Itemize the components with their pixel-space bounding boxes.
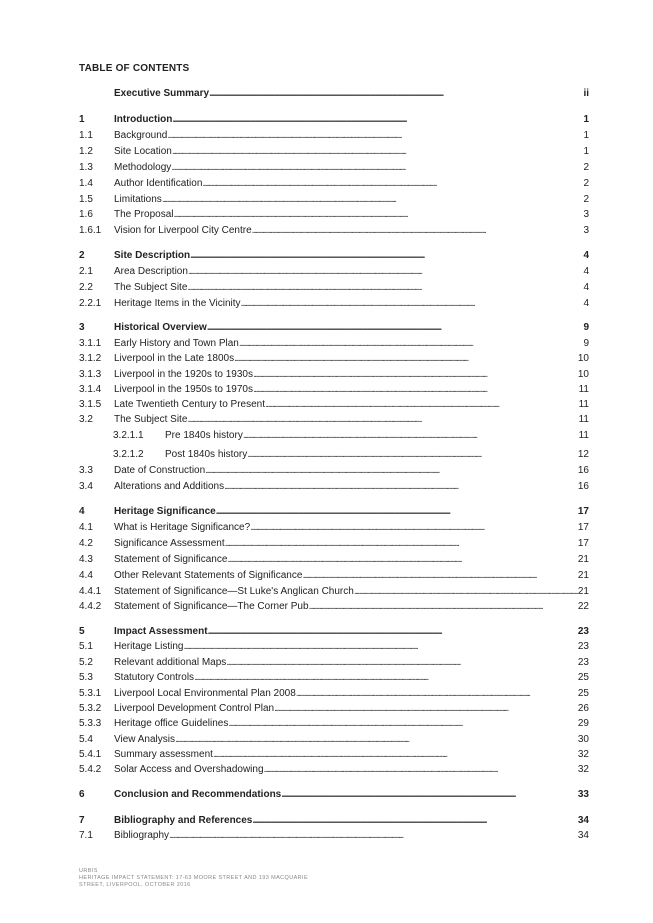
toc-entry-page: 3 (583, 209, 589, 220)
toc-leader-dots (253, 368, 578, 382)
toc-entry-title: Alterations and Additions (114, 481, 225, 492)
toc-leader-dots (187, 413, 578, 427)
toc-heading: TABLE OF CONTENTS (79, 63, 190, 74)
toc-leader-dots (190, 249, 583, 263)
toc-entry[interactable] (79, 656, 589, 670)
toc-leader-dots (227, 553, 577, 567)
toc-entry[interactable] (79, 161, 589, 175)
toc-entry[interactable] (79, 464, 589, 478)
toc-leader-dots (183, 640, 577, 654)
toc-entry-page: 11 (578, 384, 589, 395)
toc-entry[interactable] (79, 352, 589, 366)
toc-entry[interactable] (79, 413, 589, 427)
toc-entry-number: 5.3 (79, 672, 93, 683)
toc-entry-title: Statutory Controls (114, 672, 195, 683)
toc-entry-number: 3.3 (79, 465, 93, 476)
toc-entry-title: Bibliography (114, 830, 170, 841)
toc-entry-title: Statement of Significance—St Luke's Anglican Church (114, 586, 354, 597)
toc-entry-page: 32 (577, 764, 589, 775)
toc-entry-title: Pre 1840s history (165, 430, 243, 441)
toc-entry-title: Relevant additional Maps (114, 657, 227, 668)
toc-leader-dots (171, 161, 583, 175)
toc-entry-page: 25 (577, 688, 589, 699)
toc-entry-page: 16 (577, 465, 589, 476)
toc-leader-dots (213, 748, 578, 762)
toc-leader-dots (202, 177, 583, 191)
toc-entry-title: Other Relevant Statements of Significance (114, 570, 303, 581)
toc-entry[interactable] (79, 208, 589, 222)
toc-entry[interactable] (79, 733, 589, 747)
toc-entry[interactable] (79, 177, 589, 191)
toc-entry-number: 4.3 (79, 554, 93, 565)
toc-leader-dots (228, 717, 578, 731)
toc-entry-page: 9 (583, 322, 589, 333)
toc-entry-number: 4.4.1 (79, 586, 102, 597)
toc-entry-page: 4 (583, 250, 589, 261)
toc-entry-page: 32 (577, 749, 589, 760)
toc-entry-title: Heritage Listing (114, 641, 184, 652)
toc-entry-title: The Subject Site (114, 414, 188, 425)
toc-entry-title: Early History and Town Plan (114, 338, 239, 349)
toc-entry-title: Executive Summary (114, 88, 210, 99)
toc-entry-page: 21 (577, 570, 589, 581)
toc-leader-dots (162, 193, 584, 207)
toc-entry-page: 34 (577, 815, 589, 826)
toc-entry-title: The Subject Site (114, 282, 188, 293)
toc-entry[interactable] (79, 553, 589, 567)
toc-entry-number: 3.2.1.1 (113, 430, 144, 441)
toc-leader-dots (252, 814, 578, 828)
toc-entry-title: Vision for Liverpool City Centre (114, 225, 252, 236)
toc-entry[interactable] (79, 383, 589, 397)
toc-entry[interactable] (79, 600, 589, 614)
toc-entry[interactable] (79, 129, 589, 143)
toc-entry-number: 1.1 (79, 130, 93, 141)
toc-entry-title: Bibliography and References (114, 815, 253, 826)
toc-entry-page: 4 (583, 282, 589, 293)
toc-entry-number: 3.4 (79, 481, 93, 492)
toc-entry-title: Liverpool in the Late 1800s (114, 353, 235, 364)
toc-entry-number: 5.3.3 (79, 718, 102, 729)
toc-entry[interactable] (79, 625, 589, 639)
toc-entry-page: 33 (577, 789, 589, 800)
toc-entry[interactable] (79, 87, 589, 101)
toc-entry-number: 3.1.4 (79, 384, 102, 395)
footer-company: URBIS (79, 868, 98, 874)
toc-entry[interactable] (79, 521, 589, 535)
toc-entry-title: Methodology (114, 162, 172, 173)
toc-entry-page: 4 (583, 266, 589, 277)
toc-entry-title: Impact Assessment (114, 626, 208, 637)
toc-entry[interactable] (79, 297, 589, 311)
toc-leader-dots (250, 521, 578, 535)
toc-entry-page: 16 (577, 481, 589, 492)
toc-entry[interactable] (79, 145, 589, 159)
toc-entry-number: 6 (79, 789, 85, 800)
toc-entry-page: 11 (578, 430, 589, 441)
toc-entry[interactable] (79, 640, 589, 654)
toc-entry-title: Significance Assessment (114, 538, 225, 549)
toc-entry[interactable] (79, 193, 589, 207)
toc-leader-dots (224, 480, 578, 494)
toc-entry-number: 4 (79, 506, 85, 517)
toc-entry-title: View Analysis (114, 734, 175, 745)
toc-leader-dots (194, 671, 578, 685)
toc-entry-number: 2.2.1 (79, 298, 102, 309)
toc-entry-number: 3.1.2 (79, 353, 102, 364)
toc-leader-dots (247, 448, 578, 462)
toc-entry-number: 5 (79, 626, 85, 637)
toc-leader-dots (187, 281, 583, 295)
toc-entry-number: 3.2.1.2 (113, 449, 144, 460)
toc-entry-number: 5.3.2 (79, 703, 102, 714)
toc-entry-number: 4.1 (79, 522, 93, 533)
toc-entry[interactable] (79, 748, 589, 762)
toc-leader-dots (253, 383, 579, 397)
toc-entry-title: Post 1840s history (165, 449, 248, 460)
toc-entry-title: Area Description (114, 266, 188, 277)
page-footer (79, 868, 308, 889)
toc-entry-page: 23 (577, 641, 589, 652)
toc-leader-dots (234, 352, 578, 366)
toc-entry-title: Author Identification (114, 178, 203, 189)
toc-entry-number: 3.1.1 (79, 338, 102, 349)
toc-entry-title: Summary assessment (114, 749, 213, 760)
toc-entry-number: 2 (79, 250, 85, 261)
toc-entry[interactable] (79, 398, 589, 412)
toc-entry[interactable] (79, 281, 589, 295)
toc-entry-number: 5.4.1 (79, 749, 102, 760)
toc-leader-dots (226, 656, 578, 670)
toc-entry-number: 1 (79, 114, 85, 125)
toc-entry-title: Liverpool in the 1920s to 1930s (114, 369, 253, 380)
toc-entry-number: 1.3 (79, 162, 93, 173)
toc-entry-page: 1 (583, 130, 589, 141)
toc-entry-page: 11 (578, 414, 589, 425)
toc-entry[interactable] (79, 763, 589, 777)
toc-entry-number: 1.4 (79, 178, 93, 189)
toc-entry-number: 5.3.1 (79, 688, 102, 699)
toc-entry-page: 17 (577, 538, 589, 549)
toc-leader-dots (167, 129, 583, 143)
toc-entry-page: 2 (583, 194, 589, 205)
toc-entry-number: 4.4.2 (79, 601, 102, 612)
toc-entry-title: Site Location (114, 146, 172, 157)
toc-entry-page: 10 (577, 353, 589, 364)
toc-entry-page: 25 (577, 672, 589, 683)
toc-leader-dots (175, 733, 578, 747)
toc-entry-page: 2 (583, 162, 589, 173)
toc-entry-title: Limitations (114, 194, 162, 205)
toc-entry-page: 2 (583, 178, 589, 189)
toc-entry[interactable] (79, 569, 589, 583)
toc-leader-dots (281, 788, 578, 802)
toc-entry-page: 23 (577, 657, 589, 668)
toc-entry-title: Heritage office Guidelines (114, 718, 229, 729)
toc-entry-page: 22 (577, 601, 589, 612)
toc-entry[interactable] (79, 829, 589, 843)
toc-entry-title: Liverpool Development Control Plan (114, 703, 275, 714)
toc-leader-dots (172, 113, 583, 127)
toc-leader-dots (274, 702, 578, 716)
toc-entry-title: What is Heritage Significance? (114, 522, 251, 533)
toc-entry-number: 5.2 (79, 657, 93, 668)
toc-entry[interactable] (79, 671, 589, 685)
toc-entry-number: 5.4 (79, 734, 93, 745)
footer-report-date: STREET, LIVERPOOL, OCTOBER 2016 (79, 882, 191, 888)
toc-entry-number: 3.1.5 (79, 399, 102, 410)
toc-leader-dots (173, 208, 583, 222)
toc-entry-number: 5.1 (79, 641, 93, 652)
toc-entry-page: 3 (583, 225, 589, 236)
toc-entry[interactable] (79, 337, 589, 351)
toc-entry-title: Solar Access and Overshadowing (114, 764, 264, 775)
toc-entry-number: 2.2 (79, 282, 93, 293)
toc-entry[interactable] (79, 448, 589, 462)
toc-entry-page: 29 (577, 718, 589, 729)
toc-entry-title: Conclusion and Recommendations (114, 789, 282, 800)
toc-entry[interactable] (79, 113, 589, 127)
toc-entry-title: The Proposal (114, 209, 174, 220)
toc-entry-page: 21 (577, 554, 589, 565)
toc-entry[interactable] (79, 788, 589, 802)
toc-entry-title: Background (114, 130, 168, 141)
toc-entry-title: Historical Overview (114, 322, 207, 333)
toc-leader-dots (239, 337, 584, 351)
toc-entry[interactable] (79, 585, 589, 599)
toc-entry-number: 7 (79, 815, 85, 826)
toc-leader-dots (209, 87, 583, 101)
toc-entry[interactable] (79, 249, 589, 263)
toc-entry[interactable] (79, 717, 589, 731)
toc-entry-title: Date of Construction (114, 465, 206, 476)
toc-leader-dots (216, 505, 578, 519)
toc-entry[interactable] (79, 368, 589, 382)
toc-entry-page: 12 (577, 449, 589, 460)
toc-leader-dots (207, 321, 584, 335)
toc-leader-dots (172, 145, 584, 159)
toc-leader-dots (225, 537, 578, 551)
toc-entry[interactable] (79, 224, 589, 238)
toc-entry-number: 3.1.3 (79, 369, 102, 380)
toc-leader-dots (296, 687, 578, 701)
toc-leader-dots (354, 585, 578, 599)
toc-entry-page: 26 (577, 703, 589, 714)
toc-entry-number: 4.2 (79, 538, 93, 549)
toc-entry-number: 1.6 (79, 209, 93, 220)
toc-leader-dots (243, 429, 579, 443)
toc-entry-page: 21 (577, 586, 589, 597)
toc-leader-dots (264, 763, 578, 777)
toc-entry-page: 34 (577, 830, 589, 841)
toc-entry-page: 11 (578, 399, 589, 410)
toc-entry[interactable] (79, 702, 589, 716)
toc-entry-page: 17 (577, 522, 589, 533)
toc-entry-title: Late Twentieth Century to Present (114, 399, 266, 410)
toc-entry-page: 23 (577, 626, 589, 637)
toc-entry-number: 1.6.1 (79, 225, 102, 236)
toc-entry-title: Liverpool in the 1950s to 1970s (114, 384, 253, 395)
toc-entry-number: 1.2 (79, 146, 93, 157)
toc-entry-title: Heritage Significance (114, 506, 216, 517)
toc-entry-title: Statement of Significance—The Corner Pub (114, 601, 309, 612)
toc-entry-page: ii (583, 88, 589, 99)
toc-leader-dots (252, 224, 584, 238)
toc-entry-page: 10 (577, 369, 589, 380)
toc-entry-page: 4 (583, 298, 589, 309)
toc-entry[interactable] (79, 687, 589, 701)
toc-entry-page: 17 (577, 506, 589, 517)
toc-entry-number: 3 (79, 322, 85, 333)
toc-leader-dots (265, 398, 579, 412)
toc-entry-title: Liverpool Local Environmental Plan 2008 (114, 688, 296, 699)
toc-entry-number: 5.4.2 (79, 764, 102, 775)
toc-leader-dots (302, 569, 577, 583)
toc-entry-title: Statement of Significance (114, 554, 228, 565)
toc-entry[interactable] (79, 429, 589, 443)
toc-leader-dots (169, 829, 578, 843)
toc-entry-number: 7.1 (79, 830, 93, 841)
toc-leader-dots (208, 625, 578, 639)
toc-entry-number: 1.5 (79, 194, 93, 205)
footer-report-title: HERITAGE IMPACT STATEMENT: 17-63 MOORE STREET AND 193 MACQUARIE (79, 875, 309, 881)
toc-entry-number: 3.2 (79, 414, 93, 425)
toc-entry-title: Site Description (114, 250, 191, 261)
toc-leader-dots (241, 297, 584, 311)
toc-entry[interactable] (79, 480, 589, 494)
toc-entry-page: 30 (577, 734, 589, 745)
toc-entry[interactable] (79, 814, 589, 828)
toc-entry-number: 4.4 (79, 570, 93, 581)
toc-entry-title: Introduction (114, 114, 173, 125)
toc-entry-page: 1 (583, 114, 589, 125)
toc-entry[interactable] (79, 321, 589, 335)
toc-entry[interactable] (79, 505, 589, 519)
toc-entry-page: 9 (583, 338, 589, 349)
toc-leader-dots (309, 600, 578, 614)
toc-leader-dots (205, 464, 578, 478)
toc-leader-dots (188, 265, 584, 279)
toc-entry-number: 2.1 (79, 266, 93, 277)
toc-entry[interactable] (79, 265, 589, 279)
toc-entry-page: 1 (583, 146, 589, 157)
toc-entry-title: Heritage Items in the Vicinity (114, 298, 241, 309)
toc-entry[interactable] (79, 537, 589, 551)
